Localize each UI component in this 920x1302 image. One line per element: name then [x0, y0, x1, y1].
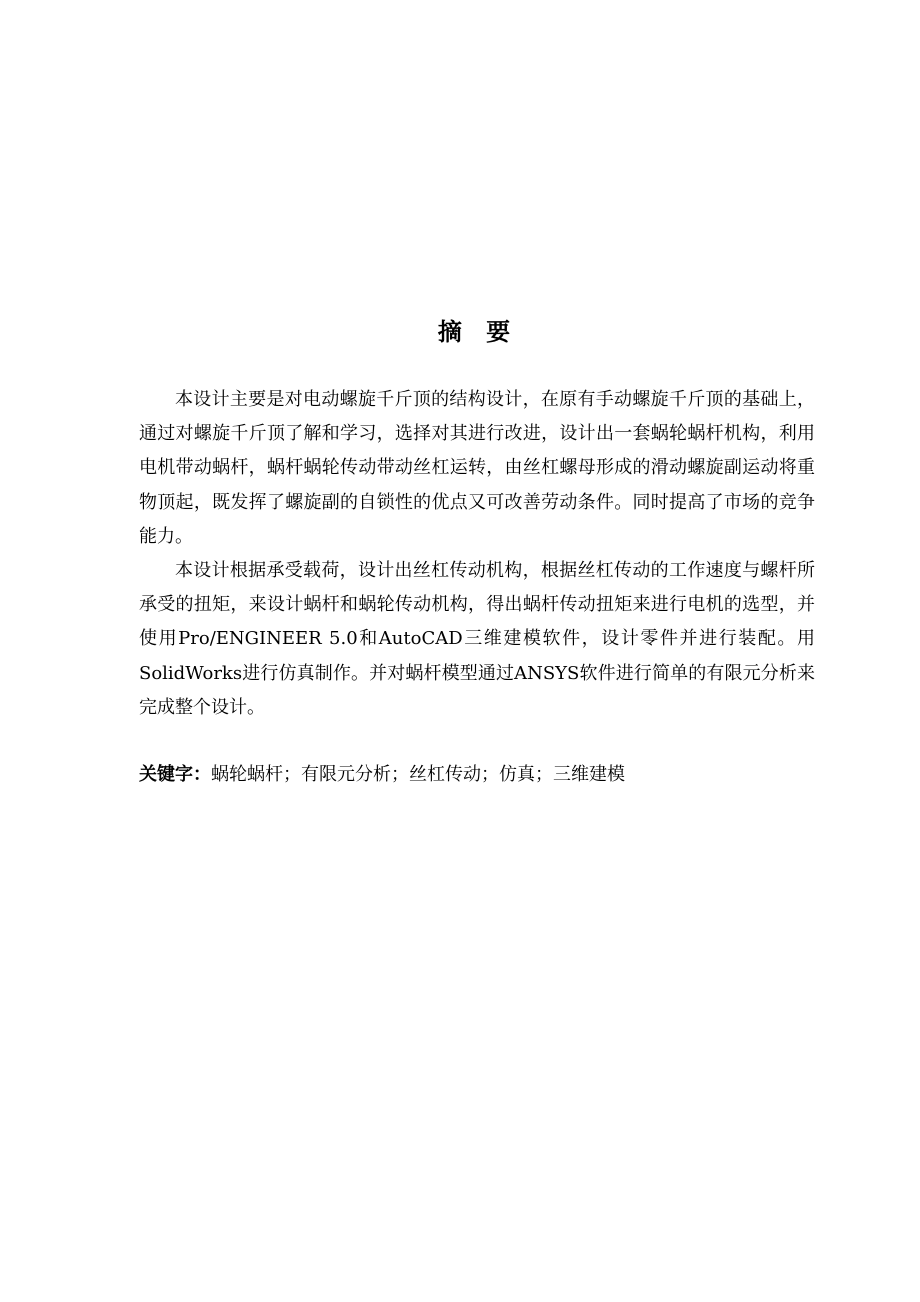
abstract-title: 摘 要 — [437, 317, 519, 346]
abstract-paragraph-2: 本设计根据承受载荷，设计出丝杠传动机构，根据丝杠传动的工作速度与螺杆所承受的扭矩，来设计蜗杆和蜗轮传动机构，得出蜗杆传动扭矩来进行电机的选型，并使用Pro/ENGINEER 5.0和AutoCAD三维建模软件，设计零件并进行装配。用SolidWorks进行仿真制作。并对蜗杆模型通过ANSYS软件进行简单的有限元分析来完成整个设计。 — [139, 560, 815, 718]
keywords-text: 蜗轮蜗杆；有限元分析；丝杠传动；仿真；三维建模 — [211, 764, 625, 785]
keywords-label: 关键字： — [139, 764, 211, 785]
abstract-paragraph-1: 本设计主要是对电动螺旋千斤顶的结构设计，在原有手动螺旋千斤顶的基础上，通过对螺旋千斤顶了解和学习，选择对其进行改进，设计出一套蜗轮蜗杆机构，利用电机带动蜗杆，蜗杆蜗轮传动带动丝杠运转，由丝杠螺母形成的滑动螺旋副运动将重物顶起，既发挥了螺旋副的自锁性的优点又可改善劳动条件。同时提高了市场的竞争能力。 — [139, 389, 815, 547]
keywords-line — [139, 758, 815, 792]
abstract-body — [139, 383, 815, 725]
